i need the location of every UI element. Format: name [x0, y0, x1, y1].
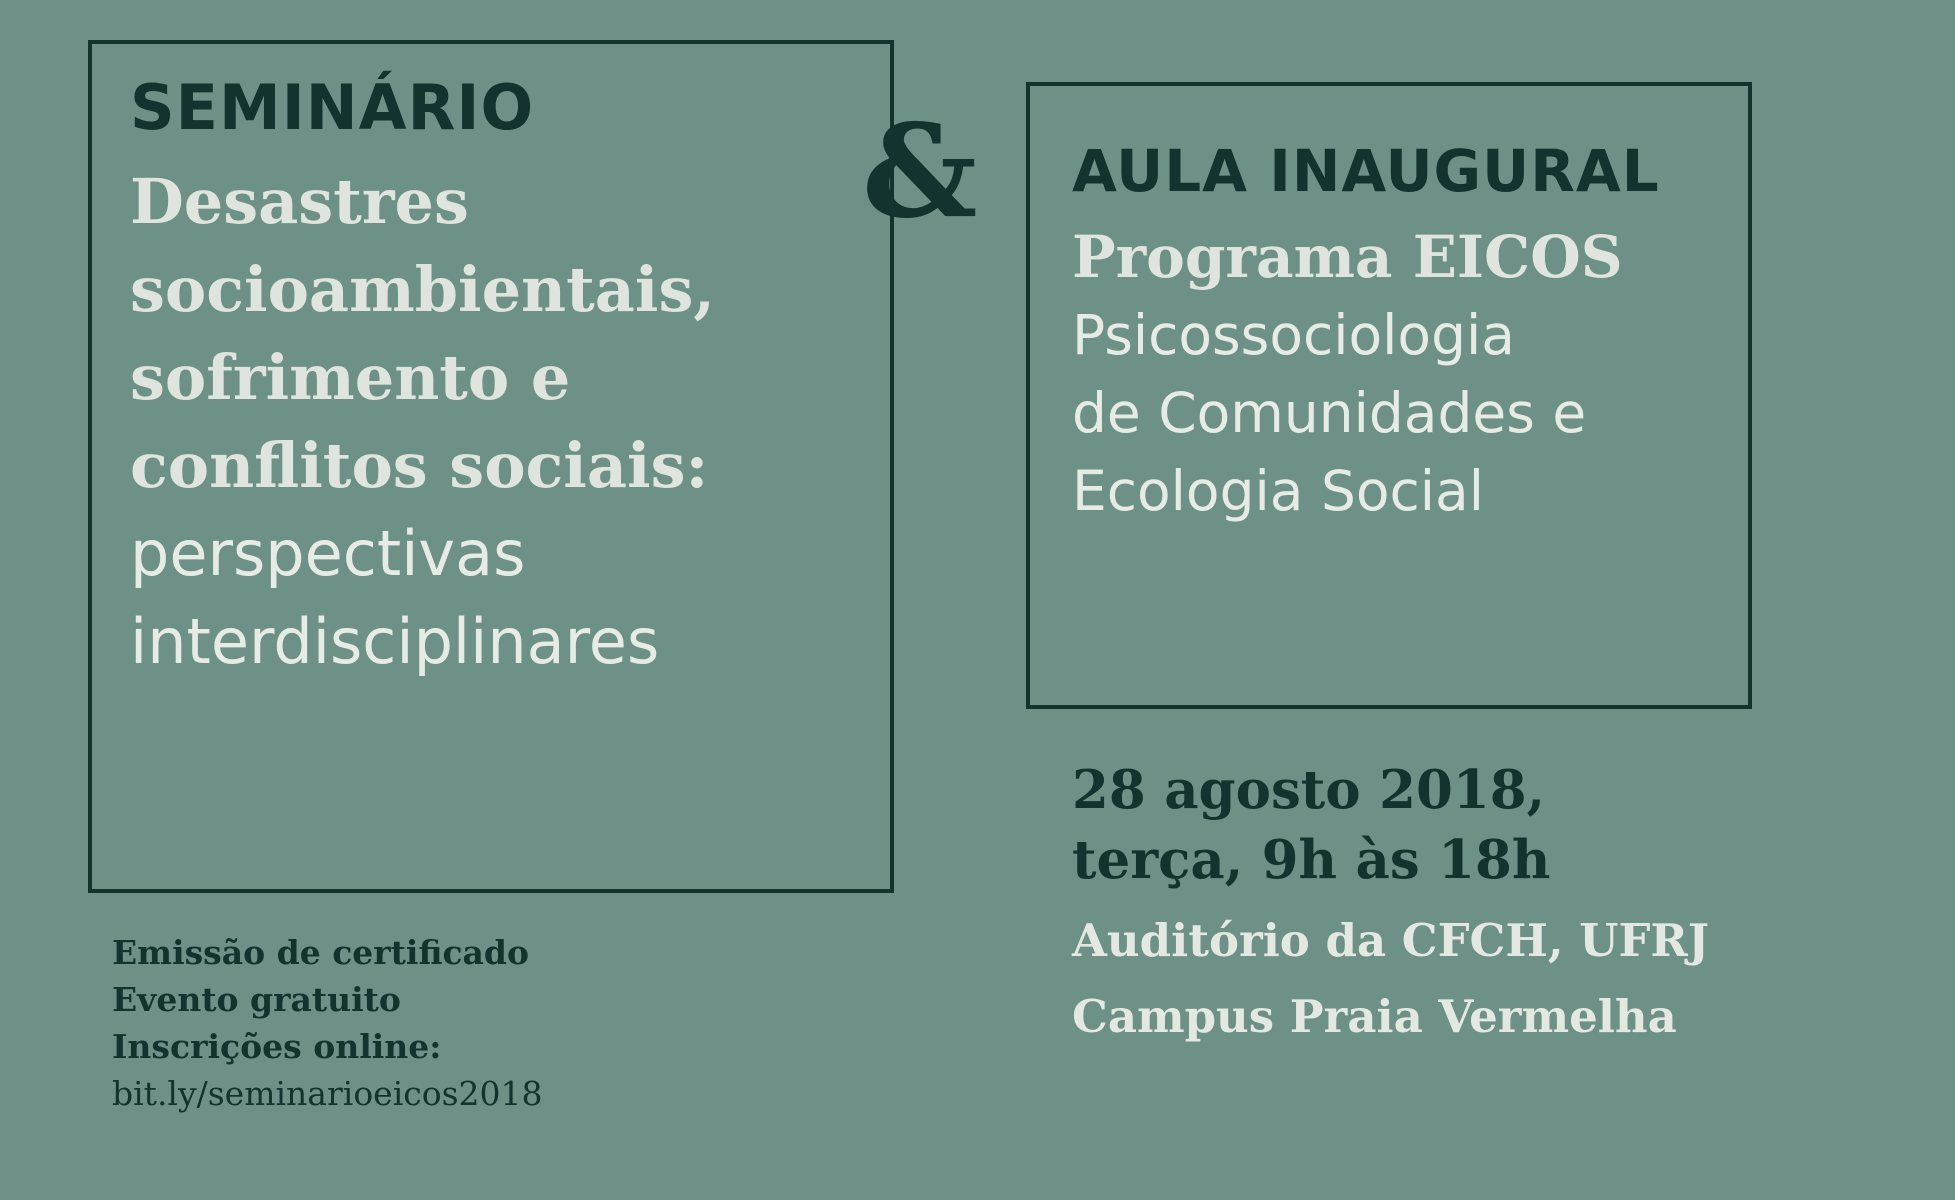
- registration-label: Inscrições online:: [112, 1026, 442, 1066]
- seminar-kicker: SEMINÁRIO: [130, 71, 535, 144]
- seminar-subtitle-line-2: interdisciplinares: [130, 605, 660, 679]
- seminar-text-block: [130, 71, 870, 686]
- inaugural-kicker: AULA INAUGURAL: [1072, 137, 1660, 205]
- registration-link[interactable]: bit.ly/seminarioeicos2018: [112, 1073, 543, 1113]
- program-desc-line-2: de Comunidades e: [1072, 381, 1587, 446]
- event-date-line-2: terça, 9h às 18h: [1072, 829, 1551, 892]
- seminar-title-line-3: sofrimento e: [130, 341, 571, 415]
- event-details: [1072, 755, 1832, 1048]
- seminar-subtitle-line-1: perspectivas: [130, 517, 526, 591]
- event-venue-line-1: Auditório da CFCH, UFRJ: [1072, 913, 1710, 967]
- program-desc-line-1: Psicossociologia: [1072, 303, 1515, 368]
- event-date-line-1: 28 agosto 2018,: [1072, 759, 1546, 821]
- program-name: Programa EICOS: [1072, 222, 1623, 291]
- inaugural-text-block: [1072, 137, 1772, 530]
- ampersand-separator: &: [862, 97, 978, 247]
- event-venue-line-2: Campus Praia Vermelha: [1072, 990, 1677, 1044]
- seminar-title-line-2: socioambientais,: [130, 253, 715, 327]
- free-event-note: Evento gratuito: [112, 979, 401, 1019]
- program-desc-line-3: Ecologia Social: [1072, 459, 1485, 524]
- registration-info: [112, 930, 872, 1117]
- certificate-note: Emissão de certificado: [112, 933, 530, 972]
- seminar-title-line-4: conflitos sociais:: [130, 429, 709, 503]
- seminar-title-line-1: Desastres: [130, 165, 469, 239]
